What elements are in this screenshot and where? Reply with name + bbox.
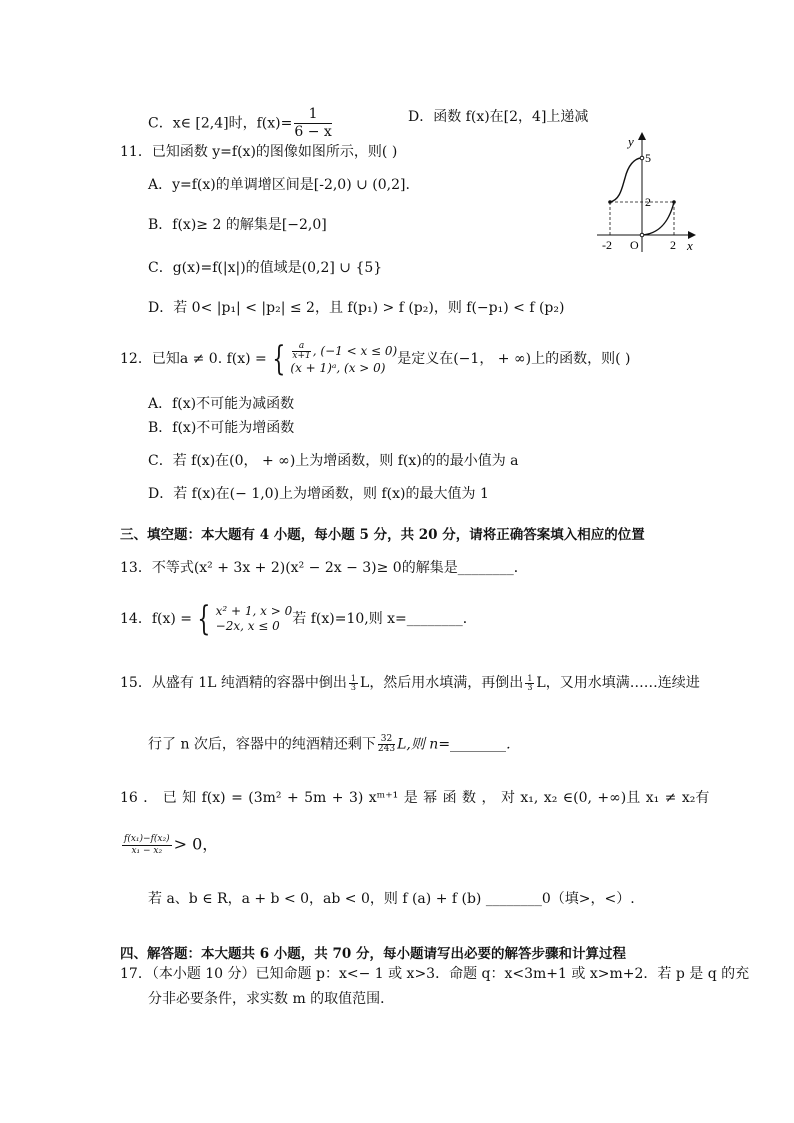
q12-option-c: C．若 f(x)在(0， + ∞)上为增函数，则 f(x)的的最小值为 a [148, 453, 519, 469]
y-axis-label: y [628, 134, 634, 149]
section-4-heading: 四、解答题：本大题共 6 小题，共 70 分，每小题请写出必要的解答步骤和计算过程 [120, 946, 626, 962]
q12-case1 [290, 342, 397, 361]
fraction-numerator: 32 [378, 735, 395, 745]
tick-label-y2: 2 [645, 195, 651, 209]
q14 [120, 601, 477, 637]
q12-case2: (x + 1)ᵃ, (x > 0) [290, 361, 386, 375]
q11-option-d: D．若 0< |p₁| < |p₂| ≤ 2，且 f(p₁) > f (p₂)，则 f(−p₁) < f (p₂) [148, 300, 565, 316]
fraction-numerator: 1 [294, 106, 331, 124]
q15-text-c: L，又用水填满……连续进 [536, 675, 700, 691]
q16-line3: 若 a、b ∈ R，a + b < 0，ab < 0，则 f (a) + f (b) ________0（填>，<）. [148, 891, 635, 907]
fraction-denominator: 3 [527, 682, 533, 692]
q14-case1: x² + 1, x > 0 [215, 604, 293, 618]
q15-fraction-1 [349, 675, 358, 692]
q12-case1-condition: , (−1 < x ≤ 0) [312, 344, 398, 358]
fraction-numerator: f(x₁)−f(x₂) [124, 834, 170, 844]
fraction-denominator: 243 [377, 744, 396, 754]
point-neg2-2 [608, 200, 612, 204]
curve-left [610, 158, 642, 202]
q12-option-b: B．f(x)不可能为增函数 [148, 420, 295, 436]
q12-lead: 12．已知a ≠ 0. f(x) = [120, 351, 267, 367]
q15-line1 [120, 674, 700, 692]
q13: 13．不等式(x² + 3x + 2)(x² − 2x − 3)≥ 0的解集是________． [120, 560, 528, 576]
q15-line2 [148, 735, 520, 754]
open-point-0-5 [640, 156, 644, 160]
q15-text-e: L,则 n=________． [397, 736, 521, 753]
q15-text-d: 行了 n 次后，容器中的纯酒精还剩下 [148, 736, 376, 753]
x-axis-label: x [687, 238, 693, 253]
q14-lead: 14．f(x) = [120, 611, 192, 627]
q12-case1-fraction [292, 342, 310, 361]
fraction-denominator: 6 − x [294, 124, 332, 140]
q17-line2: 分非必要条件，求实数 m 的取值范围． [148, 991, 395, 1007]
q16-fraction [122, 834, 172, 857]
q11-function-graph [592, 130, 702, 256]
q11-option-c: C．g(x)=f(|x|)的值域是(0,2] ∪ {5} [148, 260, 383, 276]
origin-label: O [630, 238, 639, 252]
q12-tail: 是定义在(−1， + ∞)上的函数，则( ) [397, 351, 631, 367]
q15-fraction-2 [525, 675, 534, 692]
q17-line1: 17．（本小题 10 分）已知命题 p：x<− 1 或 x>3．命题 q：x<3m+1 或 x>m+2．若 p 是 q 的充 [120, 966, 750, 982]
q14-cases [216, 604, 293, 634]
q10-option-d: D．函数 f(x)在[2，4]上递减 [408, 109, 589, 125]
tick-label-5: 5 [645, 151, 651, 165]
q12-cases [290, 342, 397, 376]
q14-tail: 若 f(x)=10,则 x=________． [292, 611, 477, 627]
q11-option-b: B．f(x)≥ 2 的解集是[−2,0] [148, 217, 327, 233]
section-3-heading: 三、填空题：本大题有 4 小题，每小题 5 分，共 20 分，请将正确答案填入相应的位置 [120, 527, 645, 543]
q15-text-b: L，然后用水填满，再倒出 [360, 675, 524, 691]
fraction-numerator: a [292, 342, 310, 352]
q16-greater-than-zero: > 0， [173, 834, 219, 854]
q10-option-c [148, 106, 334, 141]
left-brace: { [272, 339, 286, 379]
q16-line1: 16 ． 已 知 f(x) = (3m² + 5m + 3) xᵐ⁺¹ 是 幂 函 数 ， 对 x₁, x₂ ∈(0, +∞)且 x₁ ≠ x₂有 [120, 790, 710, 806]
tick-label-x2: 2 [670, 238, 676, 252]
fraction-denominator: x+1 [292, 351, 311, 361]
q15-text-a: 15．从盛有 1L 纯酒精的容器中倒出 [120, 675, 347, 691]
q12-stem [120, 339, 630, 379]
open-point-origin [640, 233, 644, 237]
tick-label-neg2: -2 [602, 238, 612, 252]
q11-option-a: A．y=f(x)的单调增区间是[-2,0) ∪ (0,2]. [148, 177, 410, 193]
fraction-denominator: 3 [350, 682, 357, 692]
fraction-numerator: 1 [527, 673, 533, 683]
q14-case2: −2x, x ≤ 0 [215, 619, 280, 633]
fraction-numerator: 1 [350, 673, 357, 683]
q10-option-c-text: C．x∈ [2,4]时，f(x)= [148, 115, 293, 132]
point-2-2 [672, 200, 676, 204]
q10-option-c-fraction [294, 106, 331, 141]
fraction-denominator: x₁ − x₂ [131, 846, 163, 856]
q16-line2 [120, 834, 218, 857]
left-brace: { [197, 599, 211, 639]
q12-option-d: D．若 f(x)在(− 1,0)上为增函数，则 f(x)的最大值为 1 [148, 486, 489, 502]
q11-stem: 11．已知函数 y=f(x)的图像如图所示，则( ) [120, 144, 398, 160]
q12-option-a: A．f(x)不可能为减函数 [148, 396, 295, 412]
q15-remaining-fraction [378, 735, 395, 754]
